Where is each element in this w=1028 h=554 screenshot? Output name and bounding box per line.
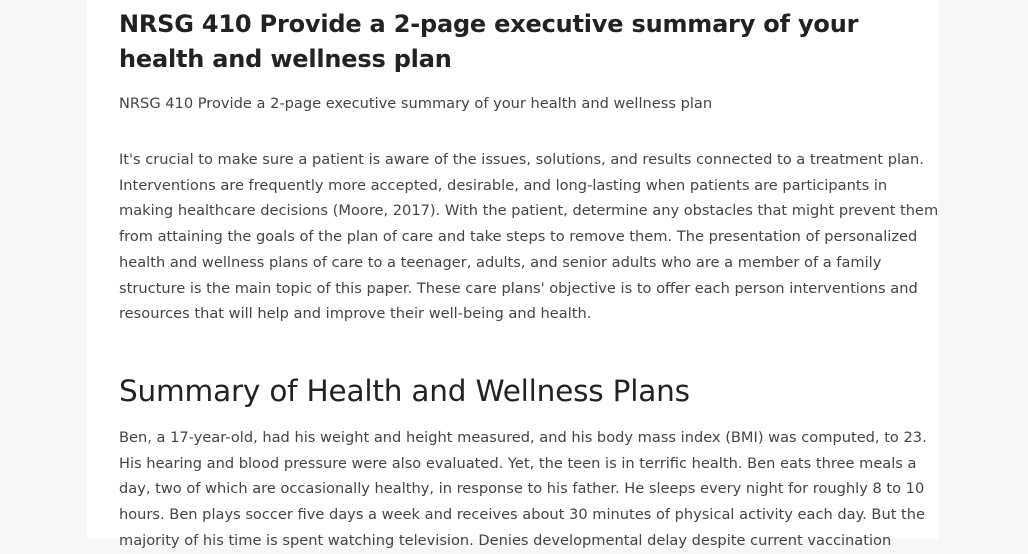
paragraph-line: making healthcare decisions (Moore, 2017). With the patient, determine any obstacles that might prevent them <box>119 202 939 220</box>
paragraph-line: Ben, a 17-year-old, had his weight and height measured, and his body mass index (BMI) was computed, to 23. <box>119 429 927 446</box>
article-subtitle: NRSG 410 Provide a 2-page executive summary of your health and wellness plan <box>119 95 713 112</box>
paragraph-line: hours. Ben plays soccer five days a week and receives about 30 minutes of physical activity each day. But the <box>119 506 926 524</box>
paragraph-line: majority of his time is spent watching television. Denies developmental delay despite current vaccination <box>119 531 892 549</box>
section-heading: Summary of Health and Wellness Plans <box>119 374 690 408</box>
paragraph-line: from attaining the goals of the plan of care and take steps to remove them. The presentation of personalized <box>119 228 918 246</box>
paragraph-line: day, two of which are occasionally healthy, in response to his father. He sleeps every night for roughly 8 to 10 <box>119 480 925 498</box>
paragraph-line: It's crucial to make sure a patient is aware of the issues, solutions, and results connected to a treatment plan. <box>119 151 924 168</box>
paragraph-line: structure is the main topic of this paper. These care plans' objective is to offer each person interventions and <box>119 279 918 297</box>
paragraph-line: health and wellness plans of care to a teenager, adults, and senior adults who are a member of a family <box>119 253 882 271</box>
intro-paragraph <box>119 147 939 327</box>
page-title: NRSG 410 Provide a 2-page executive summary of your health and wellness plan <box>119 10 859 73</box>
section-paragraph <box>119 425 927 554</box>
article-page <box>87 0 939 549</box>
paragraph-line: His hearing and blood pressure were also evaluated. Yet, the teen is in terrific health. Ben eats three meals a <box>119 454 917 472</box>
paragraph-line: Interventions are frequently more accepted, desirable, and long-lasting when patients are participants in <box>119 176 888 194</box>
paragraph-line: resources that will help and improve their well-being and health. <box>119 305 592 323</box>
